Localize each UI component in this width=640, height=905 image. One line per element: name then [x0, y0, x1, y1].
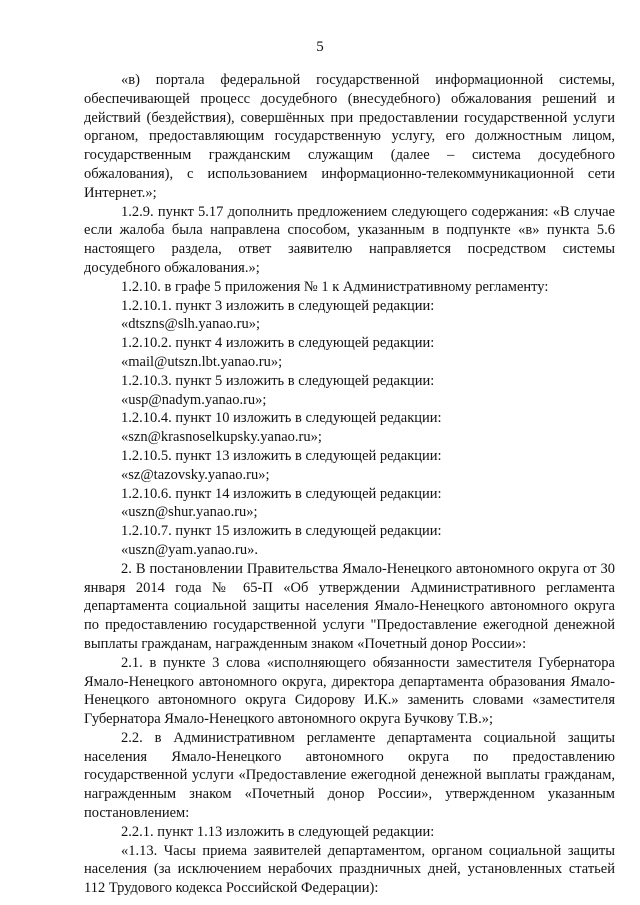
paragraph-2-1: 2.1. в пункте 3 слова «исполняющего обязанности заместителя Губернатора Ямало-Ненецкого автономного округа, директора департамента образования Ямало-Ненецкого автономного округа Сидорову И.К.» заменить словами «заместителя Губернатора Ямало-Ненецкого автономного округа Бучкову Т.В.»; — [84, 654, 615, 728]
email-uszn-yam: «uszn@yam.yanao.ru». — [121, 541, 258, 558]
paragraph-1-2-10-6: 1.2.10.6. пункт 14 изложить в следующей редакции: — [121, 485, 442, 502]
page-number: 5 — [316, 39, 324, 55]
email-usp-nadym: «usp@nadym.yanao.ru»; — [121, 391, 267, 408]
document-body — [84, 71, 615, 898]
paragraph-2: 2. В постановлении Правительства Ямало-Ненецкого автономного округа от 30 января 2014 года № 65-П «Об утверждении Административного регламента департамента социальной защиты населения Ямало-Ненецкого автономного округа по предоставлению государственной услуги "Предоставление ежегодной денежной выплаты гражданам, награжденным знаком «Почетный донор России»: — [84, 560, 615, 652]
email-utszn-lbt: «mail@utszn.lbt.yanao.ru»; — [121, 353, 283, 370]
paragraph-1-13: «1.13. Часы приема заявителей департаментом, органом социальной защиты населения (за исключением нерабочих праздничных дней, установленных статьей 112 Трудового кодекса Российской Федерации): — [84, 842, 615, 897]
email-szn-krasnoselkupsky: «szn@krasnoselkupsky.yanao.ru»; — [121, 429, 322, 446]
paragraph-1-2-10-4: 1.2.10.4. пункт 10 изложить в следующей редакции: — [121, 410, 442, 427]
email-dtszns: «dtszns@slh.yanao.ru»; — [121, 316, 261, 333]
paragraph-1-2-9: 1.2.9. пункт 5.17 дополнить предложением следующего содержания: «В случае если жалоба была направлена способом, указанным в подпункте «в» пункта 5.6 настоящего раздела, ответ заявителю направляется посредством системы досудебного обжалования.»; — [84, 203, 615, 276]
paragraph-1-2-10-1: 1.2.10.1. пункт 3 изложить в следующей редакции: — [121, 297, 435, 314]
paragraph-1-2-10-5: 1.2.10.5. пункт 13 изложить в следующей редакции: — [121, 447, 442, 464]
paragraph-2-2: 2.2. в Административном регламенте департамента социальной защиты населения Ямало-Ненецкого автономного округа по предоставлению государственной услуги «Предоставление ежегодной денежной выплаты гражданам, награжденным знаком «Почетный донор России», утвержденном указанным постановлением: — [84, 729, 615, 822]
paragraph-item-v-portal: «в) портала федеральной государственной информационной системы, обеспечивающей процесс досудебного (внесудебного) обжалования решений и действий (бездействия), совершённых при предоставлении государственной услуги органом, предоставляющим государственную услугу, его должностным лицом, государственным гражданским служащим (далее – система досудебного обжалования), с использованием информационно-телекоммуникационной сети Интернет.»; — [84, 72, 615, 201]
email-uszn-shur: «uszn@shur.yanao.ru»; — [121, 504, 258, 521]
paragraph-2-2-1: 2.2.1. пункт 1.13 изложить в следующей редакции: — [121, 823, 435, 840]
paragraph-1-2-10-7: 1.2.10.7. пункт 15 изложить в следующей редакции: — [121, 523, 442, 540]
paragraph-1-2-10-2: 1.2.10.2. пункт 4 изложить в следующей редакции: — [121, 335, 435, 352]
email-sz-tazovsky: «sz@tazovsky.yanao.ru»; — [121, 466, 270, 483]
paragraph-1-2-10-3: 1.2.10.3. пункт 5 изложить в следующей редакции: — [121, 372, 435, 389]
paragraph-1-2-10: 1.2.10. в графе 5 приложения № 1 к Административному регламенту: — [121, 278, 549, 295]
